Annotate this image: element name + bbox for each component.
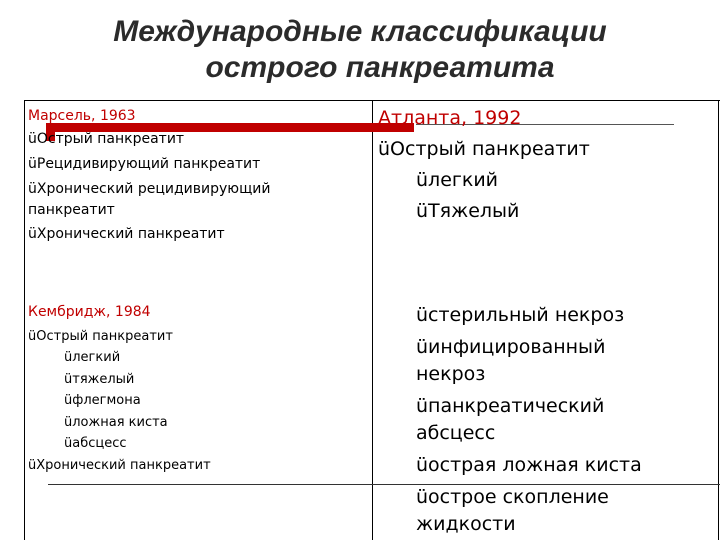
list-item: üХронический панкреатит [28,457,211,473]
list-item-continuation: жидкости [416,513,516,535]
list-item: üострое скопление [416,486,609,508]
list-item: üфлегмона [64,393,141,408]
slide-title [0,14,720,86]
list-item: üОстрый панкреатит [28,328,173,344]
list-item: üОстрый панкреатит [378,138,590,160]
list-item: üабсцесс [64,436,127,451]
marseille-section [28,106,270,245]
cambridge-heading: Кембридж, 1984 [28,304,151,320]
table-right-border [718,100,719,540]
list-item-continuation: абсцесс [416,422,496,444]
table-left-border [24,100,25,540]
atlanta-complications-section [416,302,642,538]
title-line-1: Международные классификации [113,15,607,48]
list-item-continuation: некроз [416,363,486,385]
atlanta-heading: Атланта, 1992 [378,107,522,129]
list-item: üТяжелый [416,200,520,222]
list-item: üРецидивирующий панкреатит [28,156,261,172]
list-item: üХронический рецидивирующий [28,181,271,197]
list-item: üстерильный некроз [416,304,625,326]
list-item: üлегкий [64,350,121,365]
list-item-continuation: панкреатит [28,202,115,218]
list-item: üострая ложная киста [416,454,642,476]
list-item: üлегкий [416,169,499,191]
marseille-heading: Марсель, 1963 [28,108,136,124]
title-line-2: острого панкреатита [205,51,555,84]
list-item: üОстрый панкреатит [28,131,185,147]
list-item: üпанкреатический [416,395,605,417]
list-item: üинфицированный [416,336,606,358]
atlanta-section [378,103,590,227]
list-item: üтяжелый [64,371,135,387]
list-item: üложная киста [64,414,168,430]
cambridge-section [28,302,211,476]
table-middle-divider [372,100,373,540]
list-item: üХронический панкреатит [28,226,225,242]
